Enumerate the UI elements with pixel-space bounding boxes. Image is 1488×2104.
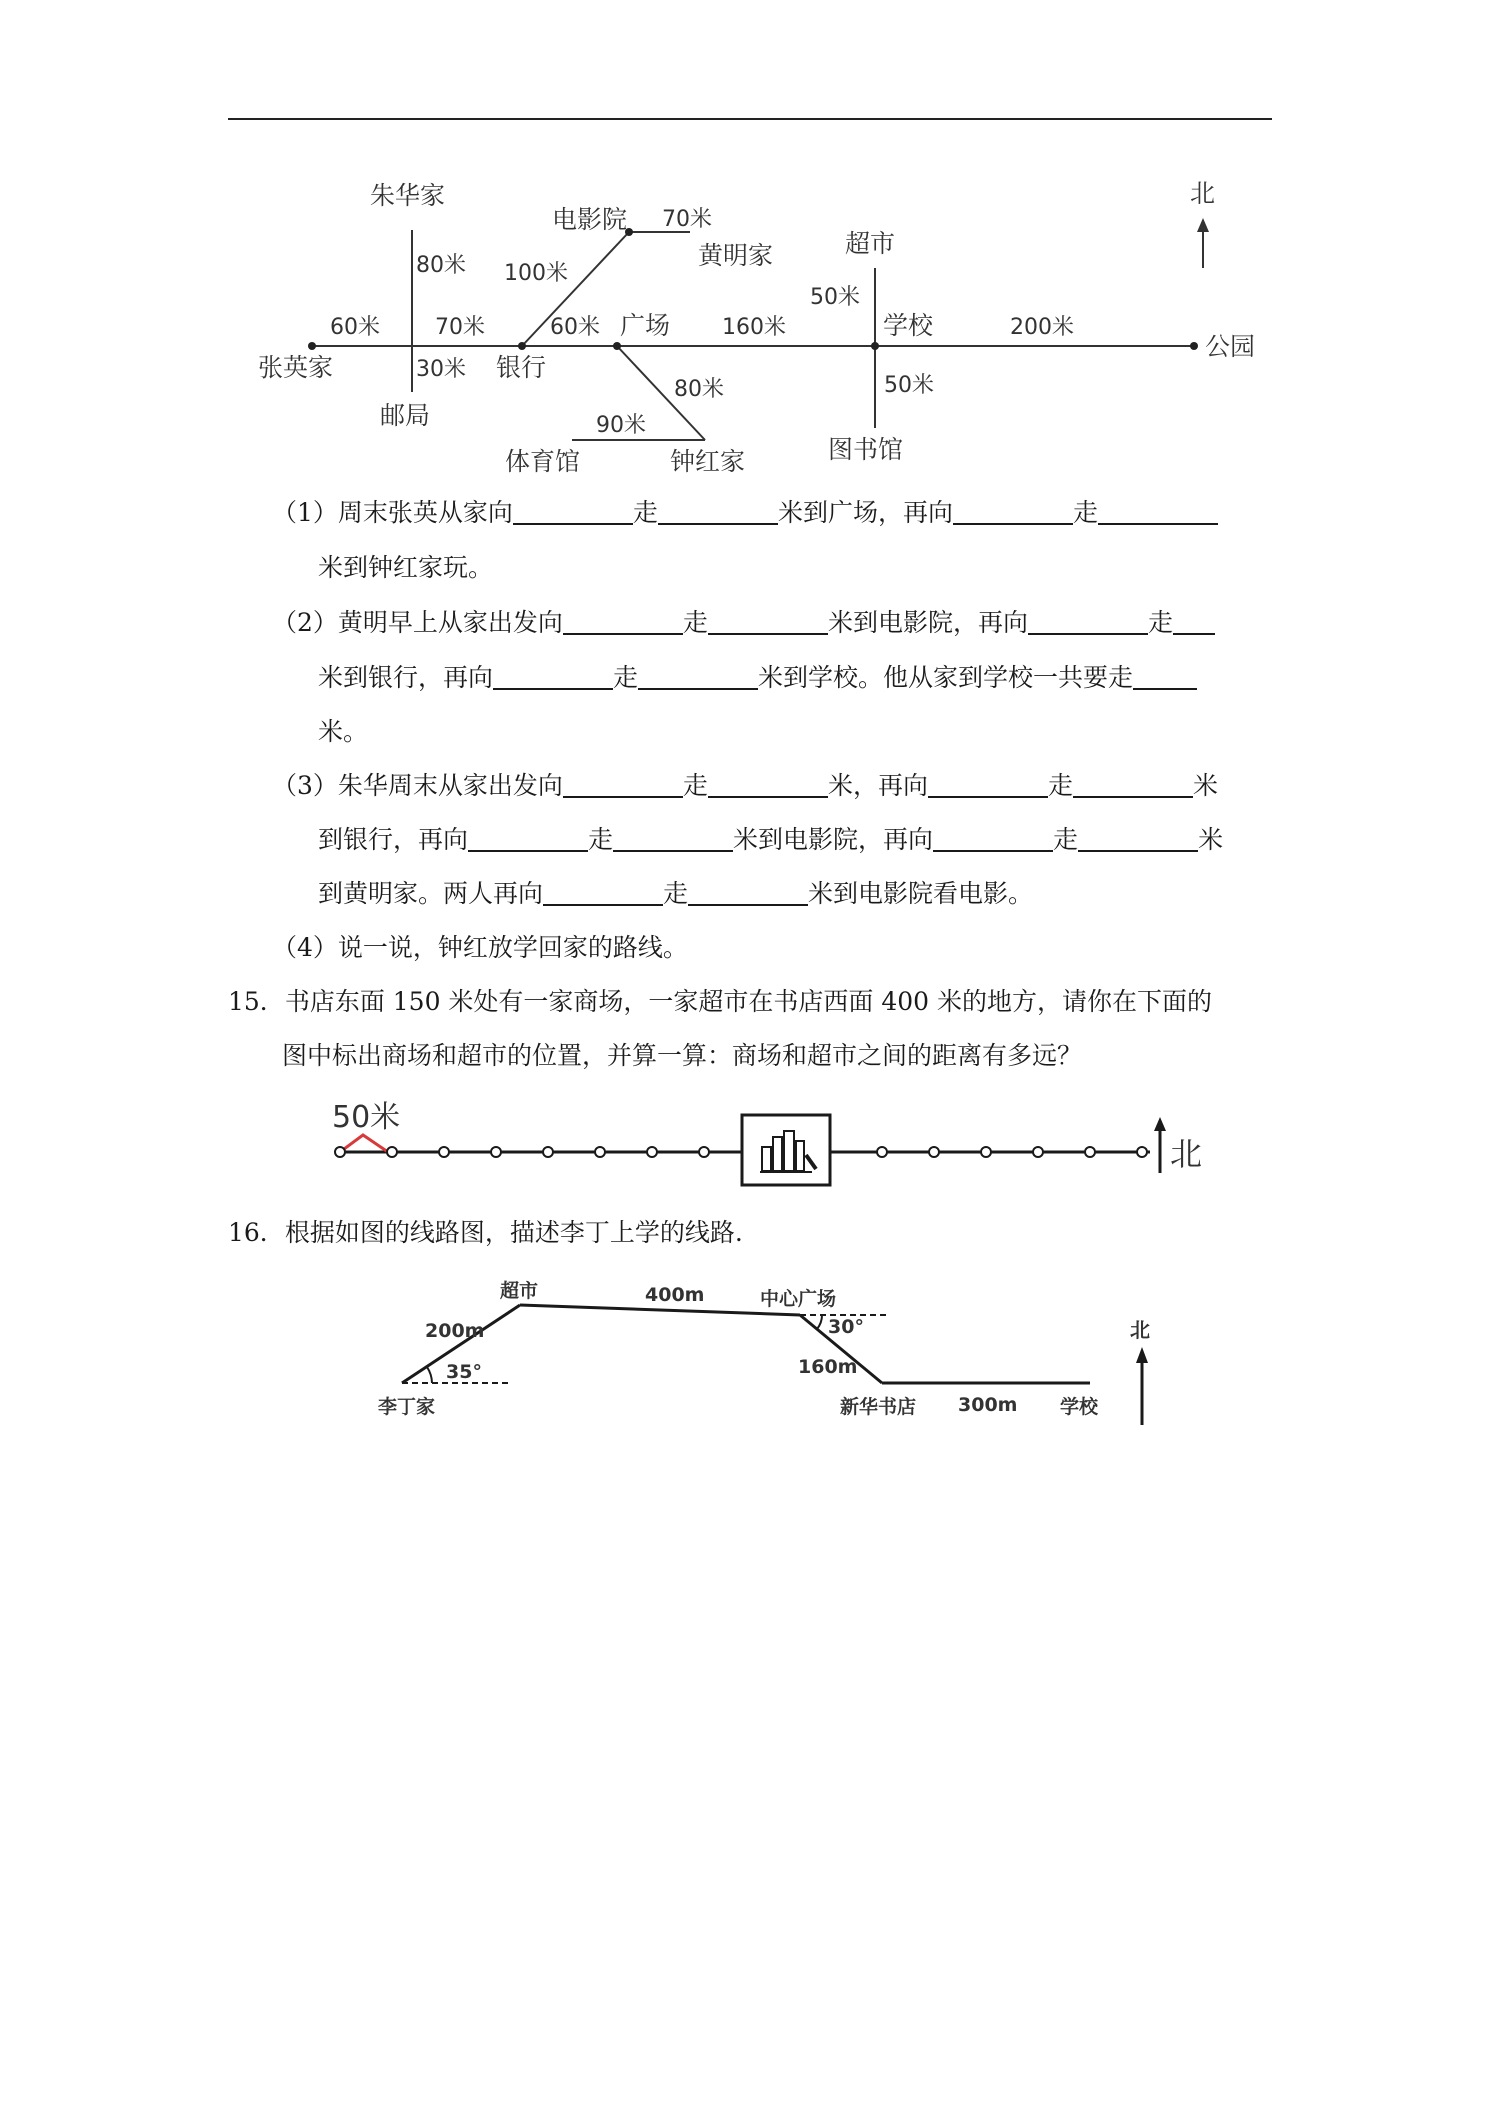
north-label: 北 bbox=[1170, 1135, 1203, 1173]
dist-label: 70米 bbox=[435, 315, 485, 340]
place-bank: 银行 bbox=[496, 353, 547, 382]
answer-blank[interactable] bbox=[563, 607, 683, 635]
north-label: 北 bbox=[1130, 1318, 1150, 1342]
place-library: 图书馆 bbox=[828, 435, 904, 464]
north-arrow-icon bbox=[1130, 1318, 1150, 1425]
dist-label: 100米 bbox=[504, 261, 568, 286]
place-zhu: 朱华家 bbox=[370, 181, 446, 210]
question-15-line-2: 图中标出商场和超市的位置，并算一算：商场和超市之间的距离有多远？ bbox=[282, 1041, 1083, 1070]
question-3-line-1: （3）朱华周末从家出发向 走 米，再向 走 米 bbox=[272, 771, 1218, 800]
bookstore-icon bbox=[742, 1115, 830, 1185]
route-map-2 bbox=[370, 1275, 1170, 1445]
answer-blank[interactable] bbox=[613, 824, 733, 852]
north-arrow-icon bbox=[1154, 1117, 1202, 1173]
place-zhang: 张英家 bbox=[258, 353, 334, 382]
place-school: 学校 bbox=[1060, 1396, 1099, 1418]
dist-label: 80米 bbox=[674, 377, 724, 402]
answer-blank[interactable] bbox=[658, 497, 778, 525]
dist-label: 60米 bbox=[330, 315, 380, 340]
question-3-line-2: 到银行，再向 走 米到电影院，再向 走 米 bbox=[318, 825, 1224, 854]
answer-blank[interactable] bbox=[688, 878, 808, 906]
answer-blank[interactable] bbox=[513, 497, 633, 525]
place-supermarket: 超市 bbox=[845, 229, 896, 258]
dist-label: 60米 bbox=[550, 315, 600, 340]
place-gym: 体育馆 bbox=[505, 447, 581, 476]
answer-blank[interactable] bbox=[638, 662, 758, 690]
question-3-line-3: 到黄明家。两人再向 走 米到电影院看电影。 bbox=[318, 879, 1034, 908]
question-16: 16．根据如图的线路图，描述李丁上学的线路. bbox=[228, 1218, 743, 1247]
dist-label: 90米 bbox=[596, 413, 646, 438]
scale-bracket bbox=[340, 1135, 388, 1152]
question-4: （4）说一说，钟红放学回家的路线。 bbox=[272, 933, 688, 962]
angle-arc bbox=[817, 1315, 822, 1329]
dist-label: 50米 bbox=[810, 285, 860, 310]
dist-label: 200米 bbox=[1010, 315, 1074, 340]
answer-blank[interactable] bbox=[933, 824, 1053, 852]
answer-blank[interactable] bbox=[1028, 607, 1148, 635]
dist-label: 160米 bbox=[722, 315, 786, 340]
dist-label: 50米 bbox=[884, 373, 934, 398]
answer-blank[interactable] bbox=[953, 497, 1073, 525]
north-arrow-icon bbox=[1190, 179, 1215, 268]
answer-blank[interactable] bbox=[1173, 607, 1215, 635]
answer-blank[interactable] bbox=[543, 878, 663, 906]
angle-label: 30° bbox=[828, 1316, 864, 1338]
place-post: 邮局 bbox=[380, 401, 431, 430]
answer-blank[interactable] bbox=[1078, 824, 1198, 852]
place-zhong: 钟红家 bbox=[670, 447, 746, 476]
angle-arc bbox=[427, 1367, 432, 1383]
scale-line-figure bbox=[320, 1095, 1220, 1195]
angle-label: 35° bbox=[446, 1361, 482, 1383]
place-square: 广场 bbox=[620, 311, 671, 340]
question-2-line-3: 米。 bbox=[318, 717, 369, 746]
dist-label: 160m bbox=[798, 1356, 858, 1378]
dist-label: 300m bbox=[958, 1394, 1018, 1416]
question-1-line-2: 米到钟红家玩。 bbox=[318, 553, 494, 582]
answer-blank[interactable] bbox=[468, 824, 588, 852]
dist-label: 30米 bbox=[416, 357, 466, 382]
place-home: 李丁家 bbox=[378, 1396, 436, 1418]
dist-label: 80米 bbox=[416, 253, 466, 278]
answer-blank[interactable] bbox=[928, 770, 1048, 798]
question-15-line-1: 15．书店东面 150 米处有一家商场，一家超市在书店西面 400 米的地方，请你在下面的 bbox=[228, 987, 1213, 1016]
answer-blank[interactable] bbox=[1133, 662, 1197, 690]
answer-blank[interactable] bbox=[1098, 497, 1218, 525]
place-park: 公园 bbox=[1205, 332, 1256, 361]
question-2-line-2: 米到银行，再向 走 米到学校。他从家到学校一共要走 bbox=[318, 660, 1197, 696]
route-map-1 bbox=[250, 170, 1300, 500]
place-school: 学校 bbox=[883, 311, 934, 340]
place-bookstore: 新华书店 bbox=[840, 1396, 917, 1418]
north-label: 北 bbox=[1190, 179, 1216, 208]
question-2-line-1: （2）黄明早上从家出发向 走 米到电影院，再向 走 bbox=[272, 605, 1215, 641]
header-rule bbox=[228, 118, 1272, 120]
scale-label: 50米 bbox=[332, 1100, 401, 1135]
place-supermarket: 超市 bbox=[500, 1280, 539, 1302]
question-1-line-1: （1）周末张英从家向 走 米到广场，再向 走 bbox=[272, 495, 1218, 531]
answer-blank[interactable] bbox=[493, 662, 613, 690]
answer-blank[interactable] bbox=[1073, 770, 1193, 798]
place-huang: 黄明家 bbox=[698, 241, 774, 270]
answer-blank[interactable] bbox=[563, 770, 683, 798]
place-center: 中心广场 bbox=[760, 1288, 837, 1310]
dist-label: 70米 bbox=[662, 207, 712, 232]
dist-label: 400m bbox=[645, 1284, 705, 1306]
answer-blank[interactable] bbox=[708, 607, 828, 635]
dist-label: 200m bbox=[425, 1320, 485, 1342]
place-cinema: 电影院 bbox=[552, 205, 628, 234]
answer-blank[interactable] bbox=[708, 770, 828, 798]
